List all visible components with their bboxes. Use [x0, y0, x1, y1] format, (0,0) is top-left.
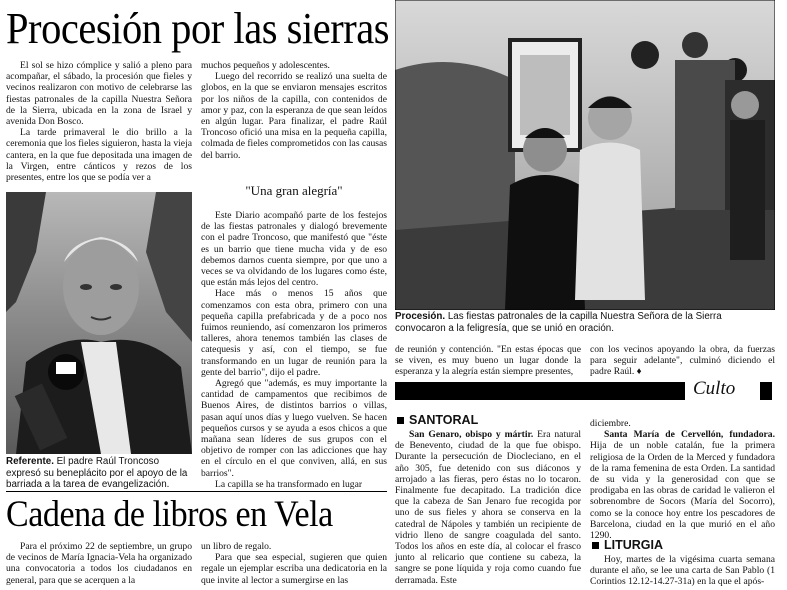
liturgia-label: LITURGIA — [604, 538, 664, 552]
paragraph: La capilla se ha transformado en lugar — [215, 478, 363, 490]
paragraph: un libro de regalo. — [201, 541, 272, 552]
article2-body-col1 — [6, 541, 192, 586]
caption-text: Las fiestas patronales de la capilla Nuestra Señora de la Sierra convocaron a la feligresía, que se unió en oración. — [395, 311, 722, 334]
santoral-label: SANTORAL — [409, 413, 479, 427]
square-bullet-icon — [397, 417, 404, 424]
saint-text: Hija de un noble catalán, fue la primera religiosa de la Orden de la Merced y fundadora de la rama femenina de esta Orden. La santidad de su vida y la generosidad con que se prodigaba en las obras de caridad le valieron el sobrenombre de Socors (María del Socorro), como se la conoce hoy entre los pescadores de Barcelona, ciudad en la que murió en el año 1290. — [590, 440, 775, 542]
priest-image — [6, 192, 192, 454]
square-bullet-icon — [592, 542, 599, 549]
procession-photo — [395, 0, 775, 310]
section-bar — [395, 382, 685, 400]
article-body-col2 — [201, 60, 387, 161]
paragraph: de reunión y contención. "En estas épocas que se viven, es muy bueno un lugar donde la esperanza y la alegría están siempre presentes, — [395, 344, 581, 378]
article-body-col4 — [590, 344, 775, 378]
article-divider — [6, 491, 387, 492]
priest-photo — [6, 192, 192, 454]
saint-name: Santa María de Cervellón, fundadora. — [604, 429, 775, 441]
article-body-col1 — [6, 60, 192, 183]
paragraph — [590, 344, 775, 378]
paragraph: La tarde primaveral le dio brillo a la ceremonia que los fieles siguieron, hasta la vieja cantera, en la que fue depositada una imagen de la Virgen, entre cánticos y rezos de los presentes, entre los que se podía ver a — [6, 127, 192, 184]
paragraph: Este Diario acompañó parte de los festejos de las fiestas patronales y dialogó brevemente con el padre Troncoso, que manifestó que "éste es un barrio que tiene mucha vida y de eso debemos darnos cuenta siempre, por que uno a veces se va olvidando de los lugares como éste, que están más lejos del centro. — [201, 210, 387, 289]
article2-body-col2 — [201, 541, 387, 586]
caption-label: Procesión. — [395, 311, 446, 322]
paragraph: diciembre. — [590, 418, 631, 429]
procession-photo-caption — [395, 311, 775, 334]
article-headline: Cadena de libros en Vela — [6, 494, 333, 535]
caption-label: Referente. — [6, 456, 54, 467]
paragraph: Luego del recorrido se realizó una suelta de globos, en la que se enviaron mensajes escritos por los niños de la capilla, con contenidos de amor y paz, con la esperanza de que sean leídos en algún lugar. Para finalizar, el padre Raúl Troncoso ofició una misa en la pequeña capilla, colmada de fieles comprometidos con las causas del barrio. — [201, 71, 387, 161]
saint-text: Era natural de Benevento, ciudad de la que fue obispo. Durante la persecución de Diocleciano, en el año 305, fue detenido con sus diáconos y arrojado a las fieras, pero éstas no lo tocaron. Finalmente fue decapitado. La tradición dice que la cabeza de San Jenaro fue recogida por uno de sus fieles y ahora se conserva en la catedral de Nápoles y también un recipiente de vidrio lleno de sangre coagulada del santo. Todos los años en este día, al colocar el frasco junto al relicario que contiene su cabeza, la sangre se pone líquida y roja como cuando fue derramada. Este — [395, 429, 581, 586]
paragraph: Para el próximo 22 de septiembre, un grupo de vecinos de María Ignacia-Vela ha organizado una convocatoria a todos los ciudadanos en general, para que se acerquen a la — [6, 541, 192, 586]
santoral-heading — [397, 413, 478, 427]
santoral-col2 — [590, 418, 775, 541]
section-bar — [760, 382, 772, 400]
caption-text: El padre Raúl Troncoso expresó su beneplácito por el apoyo de la barriada a la tarea de evangelización. — [6, 456, 188, 491]
paragraph: Agregó que "además, es muy importante la cantidad de campamentos que recibimos de Buenos Aires, de distintos barrios o villas, pasan aquí unos días y luego vuelven. Se hacen pequeños cursos y se ayuda a esos chicos a que mañana sean líderes de sus grupos con el objetivo de romper con las adicciones que hay en el círculo en el que conviven, allá, en sus barrios". — [201, 378, 387, 479]
paragraph-text: con los vecinos apoyando la obra, da fuerzas para seguir adelante", culminó diciendo el padre Raúl. — [590, 344, 775, 378]
article-subhead: "Una gran alegría" — [245, 183, 343, 198]
liturgia-heading — [592, 538, 663, 552]
article-body-col2-cont — [201, 210, 387, 490]
saint-name: San Genaro, obispo y mártir. — [409, 429, 534, 440]
paragraph: Hace más o menos 15 años que comenzamos con esta obra, primero con una pequeña capilla prefabricada y de a poco nos fuimos reuniendo, así comenzaron los primeros talleres, ahora tenemos también las clases de catequesis y así, con el tiempo, se fue transformando en un lugar de reunión para la gente del barrio", dijo el padre. — [201, 288, 387, 378]
procession-image — [395, 0, 775, 310]
priest-photo-caption — [6, 456, 192, 491]
end-mark-icon: ♦ — [636, 366, 642, 378]
article-body-col3 — [395, 344, 581, 378]
paragraph — [395, 429, 581, 586]
santoral-col1 — [395, 429, 581, 586]
paragraph: El sol se hizo cómplice y salió a pleno para acompañar, el sábado, la procesión que fieles y vecinos realizaron con motivo de celebrarse las fiestas patronales de la capilla Nuestra Señora de la Sierra, ubicada en la zona de Israel y avenida Don Bosco. — [6, 60, 192, 128]
paragraph — [590, 429, 775, 541]
article-headline: Procesión por las sierras — [6, 4, 390, 53]
paragraph: Hoy, martes de la vigésima cuarta semana durante el año, se lee una carta de San Pablo (1 Corintios 12.12-14.27-31a) en la que el após- — [590, 554, 775, 588]
section-title: Culto — [693, 378, 736, 399]
paragraph: Para que sea especial, sugieren que quien regale un ejemplar escriba una dedicatoria en la que invite al lector a sumergirse en las — [201, 552, 387, 586]
liturgia-col — [590, 554, 775, 588]
paragraph: muchos pequeños y adolescentes. — [201, 60, 330, 71]
